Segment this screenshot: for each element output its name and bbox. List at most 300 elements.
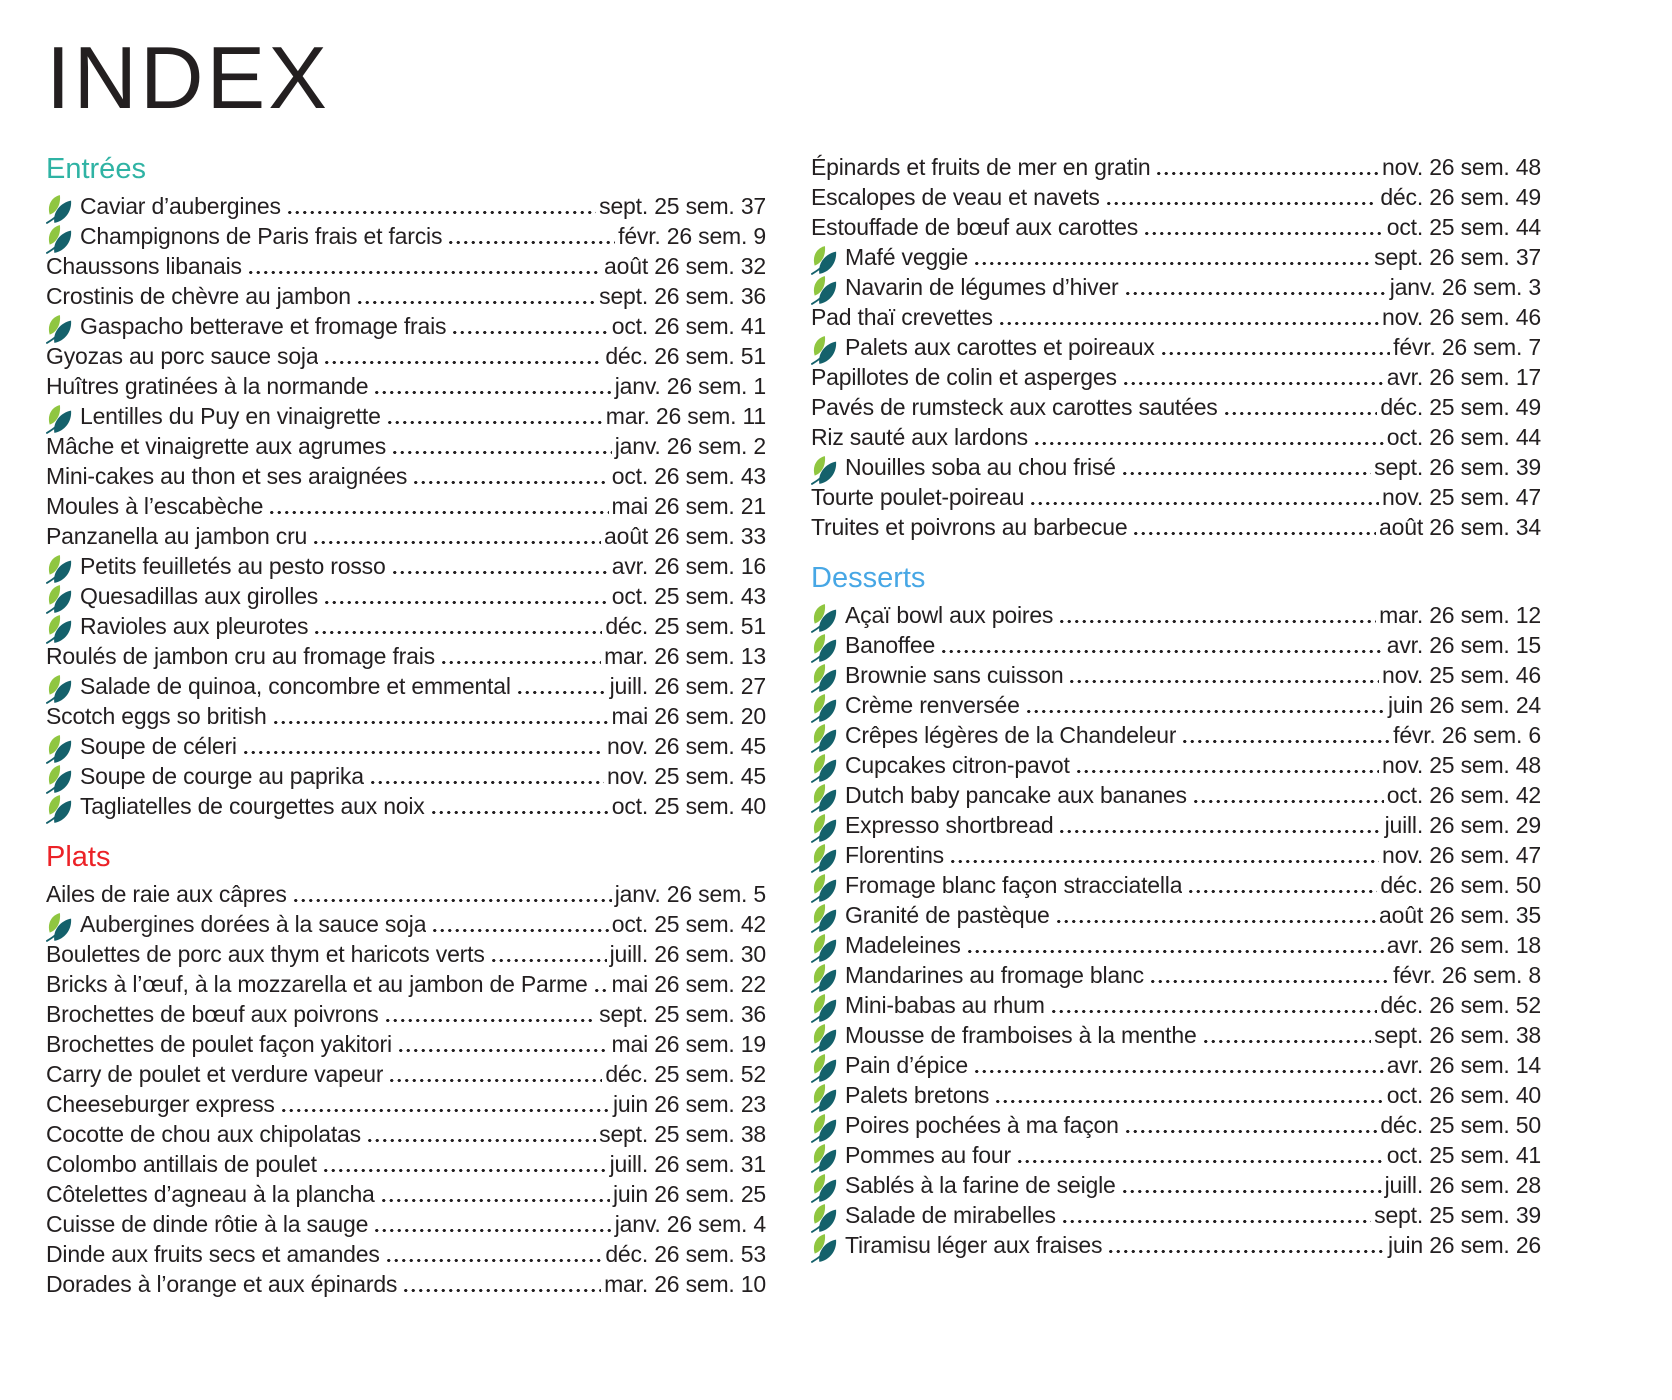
dot-leader — [1124, 1110, 1378, 1140]
entry-ref: déc. 25 sem. 49 — [1380, 394, 1541, 420]
index-entry — [811, 242, 1541, 272]
entry-title: Cupcakes citron-pavot — [845, 752, 1070, 778]
entry-ref: juill. 26 sem. 31 — [609, 1151, 766, 1177]
index-entry — [811, 960, 1541, 990]
index-entry — [46, 1209, 766, 1239]
entry-title: Épinards et fruits de mer en gratin — [811, 154, 1151, 180]
index-entry — [811, 1200, 1541, 1230]
index-entry — [811, 512, 1541, 542]
index-entry — [811, 1170, 1541, 1200]
entry-ref: févr. 26 sem. 7 — [1393, 334, 1541, 360]
entry-title: Dorades à l’orange et aux épinards — [46, 1271, 398, 1297]
dot-leader — [593, 969, 609, 999]
entry-ref: mar. 26 sem. 10 — [604, 1271, 766, 1297]
entry-title: Papillotes de colin et asperges — [811, 364, 1117, 390]
entry-ref: mai 26 sem. 21 — [611, 493, 766, 519]
vegetarian-leaf-icon — [46, 584, 72, 614]
entry-ref: sept. 25 sem. 39 — [1374, 1202, 1541, 1228]
dot-leader — [369, 761, 604, 791]
dot-leader — [1223, 392, 1378, 422]
dot-leader — [1143, 212, 1384, 242]
index-entry — [46, 879, 766, 909]
entry-ref: déc. 25 sem. 50 — [1380, 1112, 1541, 1138]
entry-ref: oct. 25 sem. 40 — [611, 793, 766, 819]
entry-title: Mini-babas au rhum — [845, 992, 1045, 1018]
dot-leader — [391, 551, 609, 581]
vegetarian-leaf-icon — [811, 993, 837, 1023]
dot-leader — [242, 731, 604, 761]
vegetarian-leaf-icon — [811, 873, 837, 903]
entry-ref: oct. 25 sem. 42 — [611, 911, 766, 937]
entry-ref: avr. 26 sem. 15 — [1386, 632, 1541, 658]
index-entry — [46, 491, 766, 521]
dot-leader — [1016, 1140, 1384, 1170]
vegetarian-leaf-icon — [46, 764, 72, 794]
entry-ref: oct. 25 sem. 43 — [611, 583, 766, 609]
entry-ref: oct. 26 sem. 42 — [1386, 782, 1541, 808]
dot-leader — [1122, 362, 1384, 392]
vegetarian-leaf-icon — [46, 554, 72, 584]
index-entry — [811, 600, 1541, 630]
index-entry — [46, 641, 766, 671]
entry-title: Pavés de rumsteck aux carottes sautées — [811, 394, 1218, 420]
entry-ref: déc. 25 sem. 51 — [605, 613, 766, 639]
entry-title: Nouilles soba au chou frisé — [845, 454, 1116, 480]
vegetarian-leaf-icon — [811, 933, 837, 963]
entry-title: Cuisse de dinde rôtie à la sauge — [46, 1211, 369, 1237]
vegetarian-leaf-icon — [811, 1053, 837, 1083]
entry-title: Brownie sans cuisson — [845, 662, 1064, 688]
dot-leader — [1075, 750, 1379, 780]
entry-ref: mar. 26 sem. 12 — [1379, 602, 1541, 628]
index-entry — [811, 482, 1541, 512]
index-entry — [811, 870, 1541, 900]
dot-leader — [356, 281, 596, 311]
dot-leader — [1107, 1230, 1385, 1260]
dot-leader — [313, 611, 602, 641]
index-entry — [811, 302, 1541, 332]
dot-leader — [1058, 810, 1381, 840]
entry-ref: août 26 sem. 34 — [1379, 514, 1541, 540]
dot-leader — [323, 581, 609, 611]
entry-ref: avr. 26 sem. 14 — [1386, 1052, 1541, 1078]
index-entry — [46, 671, 766, 701]
entry-ref: juin 26 sem. 25 — [613, 1181, 766, 1207]
index-entry — [811, 780, 1541, 810]
entry-title: Roulés de jambon cru au fromage frais — [46, 643, 435, 669]
dot-leader — [1121, 452, 1371, 482]
index-entry — [811, 720, 1541, 750]
dot-leader — [272, 701, 609, 731]
entry-ref: sept. 25 sem. 38 — [599, 1121, 766, 1147]
index-entry — [46, 1029, 766, 1059]
dot-leader — [490, 939, 607, 969]
entry-title: Pommes au four — [845, 1142, 1011, 1168]
index-entry — [46, 1149, 766, 1179]
entry-title: Banoffee — [845, 632, 936, 658]
index-entry — [811, 272, 1541, 302]
entry-title: Caviar d’aubergines — [80, 193, 281, 219]
entry-title: Boulettes de porc aux thym et haricots verts — [46, 941, 485, 967]
dot-leader — [998, 302, 1379, 332]
entry-title: Côtelettes d’agneau à la plancha — [46, 1181, 375, 1207]
entry-ref: déc. 26 sem. 52 — [1380, 992, 1541, 1018]
entry-ref: nov. 26 sem. 46 — [1382, 304, 1541, 330]
index-entry — [811, 900, 1541, 930]
index-entry — [46, 371, 766, 401]
index-entry — [811, 452, 1541, 482]
dot-leader — [430, 791, 609, 821]
index-entry — [46, 461, 766, 491]
vegetarian-leaf-icon — [811, 245, 837, 275]
index-entry — [811, 392, 1541, 422]
dot-leader — [994, 1080, 1384, 1110]
entry-title: Carry de poulet et verdure vapeur — [46, 1061, 384, 1087]
dot-leader — [388, 1059, 602, 1089]
entry-ref: sept. 25 sem. 37 — [599, 193, 766, 219]
entry-title: Ailes de raie aux câpres — [46, 881, 287, 907]
index-entry — [46, 1119, 766, 1149]
vegetarian-leaf-icon — [46, 404, 72, 434]
entry-title: Salade de quinoa, concombre et emmental — [80, 673, 511, 699]
entry-title: Crostinis de chèvre au jambon — [46, 283, 351, 309]
entry-title: Chaussons libanais — [46, 253, 242, 279]
vegetarian-leaf-icon — [811, 693, 837, 723]
entry-title: Brochettes de bœuf aux poivrons — [46, 1001, 379, 1027]
dot-leader — [323, 341, 602, 371]
index-entry — [46, 431, 766, 461]
dot-leader — [386, 401, 603, 431]
entry-ref: févr. 26 sem. 9 — [618, 223, 766, 249]
vegetarian-leaf-icon — [811, 1173, 837, 1203]
entry-title: Bricks à l’œuf, à la mozzarella et au jambon de Parme — [46, 971, 588, 997]
index-entry — [46, 1179, 766, 1209]
index-entry — [811, 1020, 1541, 1050]
entry-title: Ravioles aux pleurotes — [80, 613, 309, 639]
index-entry — [811, 930, 1541, 960]
index-entry — [46, 1059, 766, 1089]
dot-leader — [1149, 960, 1390, 990]
index-entry — [811, 810, 1541, 840]
entry-title: Estouffade de bœuf aux carottes — [811, 214, 1139, 240]
vegetarian-leaf-icon — [46, 674, 72, 704]
vegetarian-leaf-icon — [811, 663, 837, 693]
vegetarian-leaf-icon — [811, 783, 837, 813]
vegetarian-leaf-icon — [811, 723, 837, 753]
dot-leader — [451, 311, 608, 341]
dot-leader — [268, 491, 608, 521]
entry-title: Moules à l’escabèche — [46, 493, 264, 519]
vegetarian-leaf-icon — [46, 912, 72, 942]
entry-title: Quesadillas aux girolles — [80, 583, 319, 609]
index-entry — [46, 521, 766, 551]
entry-ref: mar. 26 sem. 11 — [605, 403, 766, 429]
entry-ref: janv. 26 sem. 1 — [614, 373, 766, 399]
index-entry — [811, 152, 1541, 182]
columns — [46, 152, 1544, 1299]
entry-title: Dutch baby pancake aux bananes — [845, 782, 1187, 808]
entry-ref: nov. 25 sem. 48 — [1382, 752, 1541, 778]
entry-ref: déc. 26 sem. 50 — [1380, 872, 1541, 898]
dot-leader — [1050, 990, 1378, 1020]
dot-leader — [973, 242, 1371, 272]
entry-ref: mai 26 sem. 22 — [611, 971, 766, 997]
index-entry — [46, 1239, 766, 1269]
dot-leader — [402, 1269, 601, 1299]
entry-ref: févr. 26 sem. 8 — [1393, 962, 1541, 988]
index-entry — [811, 1050, 1541, 1080]
entry-ref: juill. 26 sem. 28 — [1384, 1172, 1541, 1198]
entry-ref: sept. 26 sem. 36 — [599, 283, 766, 309]
entry-ref: août 26 sem. 35 — [1379, 902, 1541, 928]
entry-title: Gaspacho betterave et fromage frais — [80, 313, 447, 339]
dot-leader — [1121, 1170, 1382, 1200]
dot-leader — [1055, 900, 1376, 930]
entry-ref: déc. 25 sem. 52 — [605, 1061, 766, 1087]
entry-ref: nov. 26 sem. 45 — [607, 733, 766, 759]
entry-title: Salade de mirabelles — [845, 1202, 1056, 1228]
index-entry — [46, 281, 766, 311]
index-entry — [811, 332, 1541, 362]
dot-leader — [292, 879, 612, 909]
entry-ref: sept. 26 sem. 39 — [1374, 454, 1541, 480]
dot-leader — [1029, 482, 1379, 512]
entry-title: Truites et poivrons au barbecue — [811, 514, 1128, 540]
dot-leader — [280, 1089, 610, 1119]
entry-title: Expresso shortbread — [845, 812, 1054, 838]
entry-title: Riz sauté aux lardons — [811, 424, 1028, 450]
index-entry — [46, 611, 766, 641]
entry-ref: janv. 26 sem. 3 — [1389, 274, 1541, 300]
entry-title: Gyozas au porc sauce soja — [46, 343, 319, 369]
entry-ref: févr. 26 sem. 6 — [1393, 722, 1541, 748]
dot-leader — [391, 431, 612, 461]
index-entry — [811, 1110, 1541, 1140]
entry-ref: nov. 26 sem. 47 — [1382, 842, 1541, 868]
index-entry — [46, 221, 766, 251]
entry-ref: janv. 26 sem. 5 — [614, 881, 766, 907]
index-entry — [46, 1089, 766, 1119]
entry-ref: nov. 25 sem. 47 — [1382, 484, 1541, 510]
index-entry — [46, 701, 766, 731]
entry-title: Huîtres gratinées à la normande — [46, 373, 369, 399]
entry-title: Tourte poulet-poireau — [811, 484, 1025, 510]
entry-ref: oct. 26 sem. 44 — [1386, 424, 1541, 450]
index-entry — [811, 750, 1541, 780]
index-entry — [46, 191, 766, 221]
entry-title: Palets aux carottes et poireaux — [845, 334, 1155, 360]
entry-ref: mar. 26 sem. 13 — [604, 643, 766, 669]
entry-ref: sept. 26 sem. 38 — [1374, 1022, 1541, 1048]
entry-ref: sept. 26 sem. 37 — [1374, 244, 1541, 270]
entry-title: Pad thaï crevettes — [811, 304, 993, 330]
index-entry — [46, 791, 766, 821]
index-entry — [46, 969, 766, 999]
dot-leader — [1181, 720, 1390, 750]
vegetarian-leaf-icon — [811, 1113, 837, 1143]
dot-leader — [431, 909, 608, 939]
index-entry — [46, 761, 766, 791]
vegetarian-leaf-icon — [811, 1083, 837, 1113]
vegetarian-leaf-icon — [811, 335, 837, 365]
entry-title: Florentins — [845, 842, 944, 868]
dot-leader — [440, 641, 601, 671]
entry-ref: juill. 26 sem. 30 — [609, 941, 766, 967]
dot-leader — [966, 930, 1384, 960]
dot-leader — [373, 371, 611, 401]
vegetarian-leaf-icon — [46, 794, 72, 824]
dot-leader — [1124, 272, 1387, 302]
entry-ref: oct. 25 sem. 41 — [1386, 1142, 1541, 1168]
dot-leader — [373, 1209, 612, 1239]
entry-title: Mandarines au fromage blanc — [845, 962, 1144, 988]
index-entry — [46, 251, 766, 281]
vegetarian-leaf-icon — [811, 1023, 837, 1053]
entry-title: Crème renversée — [845, 692, 1020, 718]
index-entry — [46, 401, 766, 431]
dot-leader — [366, 1119, 596, 1149]
vegetarian-leaf-icon — [46, 734, 72, 764]
index-entry — [46, 551, 766, 581]
dot-leader — [1105, 182, 1378, 212]
index-entry — [811, 422, 1541, 452]
index-entry — [811, 660, 1541, 690]
entry-title: Mafé veggie — [845, 244, 969, 270]
entry-title: Petits feuilletés au pesto rosso — [80, 553, 386, 579]
dot-leader — [1033, 422, 1384, 452]
index-entry — [811, 1080, 1541, 1110]
index-entry — [46, 909, 766, 939]
entry-ref: mai 26 sem. 20 — [611, 703, 766, 729]
entry-ref: janv. 26 sem. 2 — [614, 433, 766, 459]
column-1 — [46, 152, 766, 1299]
entry-title: Sablés à la farine de seigle — [845, 1172, 1116, 1198]
dot-leader — [397, 1029, 609, 1059]
vegetarian-leaf-icon — [811, 633, 837, 663]
vegetarian-leaf-icon — [811, 1143, 837, 1173]
entry-title: Palets bretons — [845, 1082, 990, 1108]
dot-leader — [1025, 690, 1385, 720]
dot-leader — [447, 221, 615, 251]
entry-title: Aubergines dorées à la sauce soja — [80, 911, 427, 937]
entry-ref: août 26 sem. 32 — [604, 253, 766, 279]
entry-ref: nov. 26 sem. 48 — [1382, 154, 1541, 180]
entry-title: Colombo antillais de poulet — [46, 1151, 317, 1177]
dot-leader — [247, 251, 601, 281]
dot-leader — [384, 999, 597, 1029]
dot-leader — [1187, 870, 1377, 900]
entry-ref: avr. 26 sem. 16 — [611, 553, 766, 579]
vegetarian-leaf-icon — [811, 903, 837, 933]
entry-title: Champignons de Paris frais et farcis — [80, 223, 443, 249]
entry-ref: nov. 25 sem. 45 — [607, 763, 766, 789]
index-entry — [46, 581, 766, 611]
dot-leader — [949, 840, 1379, 870]
entry-ref: déc. 26 sem. 53 — [605, 1241, 766, 1267]
entry-ref: oct. 26 sem. 43 — [611, 463, 766, 489]
entry-ref: oct. 26 sem. 40 — [1386, 1082, 1541, 1108]
vegetarian-leaf-icon — [46, 614, 72, 644]
entry-ref: juin 26 sem. 24 — [1388, 692, 1541, 718]
entry-ref: juin 26 sem. 26 — [1388, 1232, 1541, 1258]
index-entry — [46, 341, 766, 371]
dot-leader — [1061, 1200, 1371, 1230]
dot-leader — [380, 1179, 610, 1209]
dot-leader — [1192, 780, 1384, 810]
entry-title: Granité de pastèque — [845, 902, 1050, 928]
entry-title: Tiramisu léger aux fraises — [845, 1232, 1103, 1258]
entry-ref: avr. 26 sem. 17 — [1386, 364, 1541, 390]
index-entry — [811, 362, 1541, 392]
entry-title: Soupe de céleri — [80, 733, 237, 759]
dot-leader — [1160, 332, 1391, 362]
dot-leader — [385, 1239, 603, 1269]
index-entry — [811, 840, 1541, 870]
dot-leader — [940, 630, 1384, 660]
entry-ref: nov. 25 sem. 46 — [1382, 662, 1541, 688]
entry-title: Tagliatelles de courgettes aux noix — [80, 793, 425, 819]
entry-ref: oct. 26 sem. 41 — [611, 313, 766, 339]
vegetarian-leaf-icon — [811, 843, 837, 873]
entry-ref: janv. 26 sem. 4 — [614, 1211, 766, 1237]
index-entry — [811, 690, 1541, 720]
entry-title: Crêpes légères de la Chandeleur — [845, 722, 1177, 748]
entry-title: Soupe de courge au paprika — [80, 763, 364, 789]
dot-leader — [516, 671, 607, 701]
entry-ref: juill. 26 sem. 29 — [1384, 812, 1541, 838]
entry-ref: déc. 26 sem. 49 — [1380, 184, 1541, 210]
vegetarian-leaf-icon — [811, 1203, 837, 1233]
index-entry — [811, 630, 1541, 660]
dot-leader — [312, 521, 601, 551]
dot-leader — [412, 461, 609, 491]
entry-ref: août 26 sem. 33 — [604, 523, 766, 549]
index-entry — [46, 939, 766, 969]
entry-title: Pain d’épice — [845, 1052, 968, 1078]
entry-title: Brochettes de poulet façon yakitori — [46, 1031, 392, 1057]
index-entry — [811, 1230, 1541, 1260]
dot-leader — [1132, 512, 1376, 542]
vegetarian-leaf-icon — [811, 813, 837, 843]
entry-title: Cheeseburger express — [46, 1091, 275, 1117]
column-2 — [811, 152, 1541, 1260]
vegetarian-leaf-icon — [46, 224, 72, 254]
vegetarian-leaf-icon — [811, 275, 837, 305]
dot-leader — [322, 1149, 607, 1179]
section-header-entrees: Entrées — [46, 153, 146, 185]
index-entry — [811, 990, 1541, 1020]
section-header-plats: Plats — [46, 841, 111, 873]
vegetarian-leaf-icon — [811, 603, 837, 633]
entry-ref: juin 26 sem. 23 — [613, 1091, 766, 1117]
index-entry — [46, 1269, 766, 1299]
vegetarian-leaf-icon — [811, 963, 837, 993]
entry-title: Mini-cakes au thon et ses araignées — [46, 463, 408, 489]
entry-ref: déc. 26 sem. 51 — [605, 343, 766, 369]
entry-title: Escalopes de veau et navets — [811, 184, 1100, 210]
entry-ref: oct. 25 sem. 44 — [1386, 214, 1541, 240]
vegetarian-leaf-icon — [46, 314, 72, 344]
vegetarian-leaf-icon — [811, 753, 837, 783]
entry-title: Madeleines — [845, 932, 961, 958]
vegetarian-leaf-icon — [46, 194, 72, 224]
entry-title: Açaï bowl aux poires — [845, 602, 1054, 628]
index-entry — [811, 1140, 1541, 1170]
entry-title: Panzanella au jambon cru — [46, 523, 308, 549]
dot-leader — [973, 1050, 1384, 1080]
entry-title: Lentilles du Puy en vinaigrette — [80, 403, 381, 429]
vegetarian-leaf-icon — [811, 455, 837, 485]
